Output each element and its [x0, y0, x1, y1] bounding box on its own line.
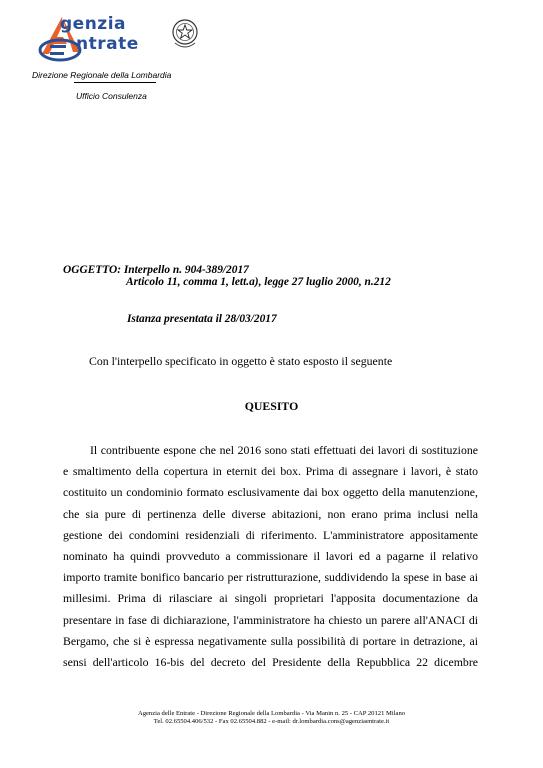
body-line: sensi dell'articolo 16-bis del decreto del Presidente della Repubblica 22 dicembre [63, 654, 478, 669]
istanza-date: Istanza presentata il 28/03/2017 [127, 313, 277, 325]
logo-word-entrate: ntrate [76, 34, 139, 54]
body-line: importo tramite bonifico bancario per ristrutturazione, suddividendo la spese in base ai [63, 570, 478, 585]
body-line: costituito un condominio formato esclusivamente dai box oggetto della manutenzione, [63, 485, 478, 500]
subject-line-2: Articolo 11, comma 1, lett.a), legge 27 luglio 2000, n.212 [126, 276, 391, 288]
logo-word-agenzia: genzia [60, 14, 126, 34]
office-department: Ufficio Consulenza [76, 91, 147, 101]
intro-paragraph: Con l'interpello specificato in oggetto è stato esposto il seguente [89, 354, 393, 368]
body-line: gestione dei condomini residenziali di riferimento. L'amministratore appositamente [63, 527, 478, 542]
italian-republic-emblem-icon [170, 17, 200, 51]
body-line: che sia pure di pertinenza delle diverse abitazioni, non erano prima inclusi nella [63, 506, 478, 521]
footer-contacts: Tel. 02.65504.406/532 - Fax 02.65504.882 - e-mail: dr.lombardia.cons@agenziaentrate.it [153, 718, 390, 726]
subject-block [63, 264, 391, 288]
body-line: Bergamo, che si è espressa negativamente sulla possibilità di portare in detrazione, ai [63, 633, 478, 648]
body-line: millesimi. Prima di rilasciare ai singoli proprietari l'apposita documentazione da [63, 591, 478, 606]
body-line: Il contribuente espone che nel 2016 sono stati effettuati dei lavori di sostituzione [90, 443, 478, 457]
body-line: nominato ha quindi provveduto a commissionare il lavori ed a pagarne il relativo [63, 548, 478, 563]
body-line: e smaltimento della copertura in eternit dei box. Prima di assegnare i lavori, è stato [63, 464, 478, 479]
body-line: presentare in fase di dichiarazione, l'amministratore ha chiesto un parere all'ANACI di [63, 612, 478, 627]
office-name: Direzione Regionale della Lombardia [32, 70, 172, 80]
footer-address: Agenzia delle Entrate - Direzione Regionale della Lombardia - Via Manin n. 25 - CAP 20121 Milano [137, 710, 406, 717]
subject-line-1: OGGETTO: Interpello n. 904-389/2017 [63, 264, 249, 276]
section-title-quesito: QUESITO [244, 399, 299, 413]
page-footer [0, 710, 543, 727]
body-paragraph [63, 443, 478, 676]
office-divider [74, 82, 156, 83]
